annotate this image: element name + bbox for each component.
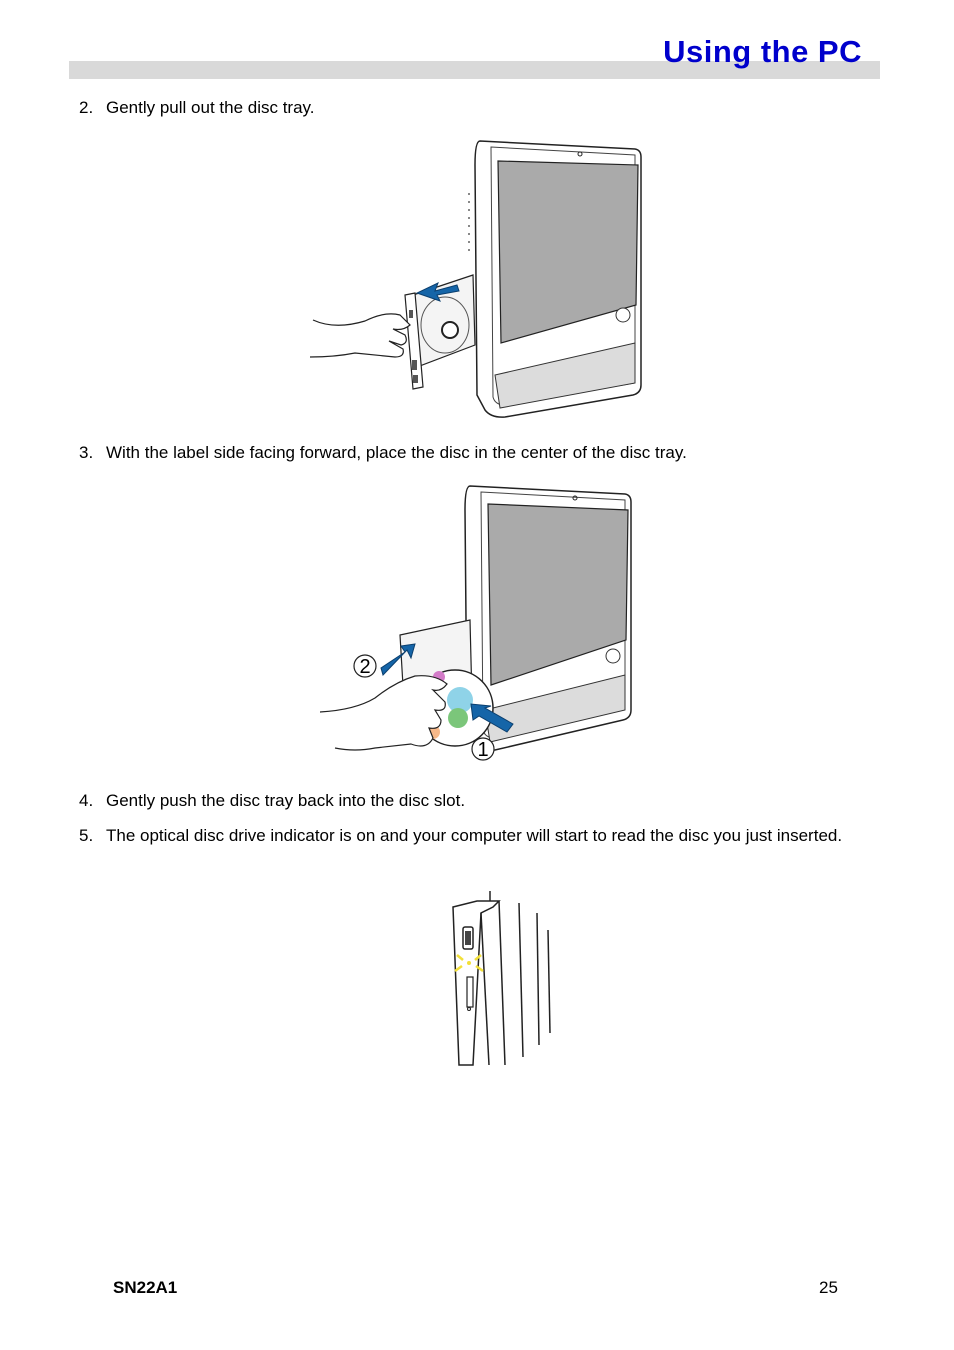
figure-drive-indicator	[385, 885, 565, 1070]
step-number: 2.	[79, 98, 94, 117]
step-text: With the label side facing forward, place the disc in the center of the disc tray.	[106, 443, 687, 462]
step-5	[79, 825, 879, 871]
footer-model: SN22A1	[113, 1278, 178, 1297]
step-text: Gently pull out the disc tray.	[106, 98, 315, 117]
step-number: 5.	[79, 826, 94, 845]
figure-place-disc	[315, 480, 645, 770]
callout-2: 2	[359, 656, 371, 678]
page-number: 25	[819, 1278, 838, 1297]
step-text: The optical disc drive indicator is on and your computer will start to read the disc you just inserted.	[106, 826, 843, 845]
callout-1: 1	[477, 739, 489, 761]
step-number: 3.	[79, 443, 94, 462]
page-title: Using the PC	[663, 34, 862, 69]
step-text: Gently push the disc tray back into the disc slot.	[106, 791, 466, 810]
figure-pull-out-tray	[305, 135, 650, 420]
step-number: 4.	[79, 791, 94, 810]
